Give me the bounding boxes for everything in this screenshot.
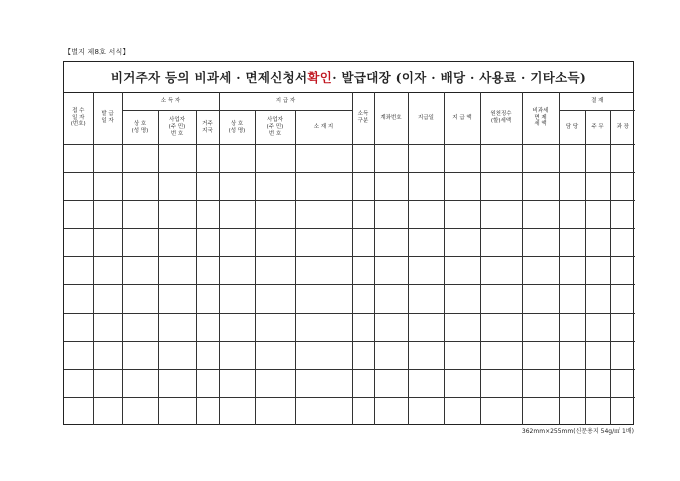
table-cell[interactable] [610, 369, 635, 397]
table-cell[interactable] [122, 145, 158, 173]
table-cell[interactable] [196, 369, 219, 397]
table-cell[interactable] [610, 313, 635, 341]
table-cell[interactable] [374, 173, 408, 201]
table-cell[interactable] [158, 173, 196, 201]
table-cell[interactable] [480, 229, 522, 257]
table-cell[interactable] [585, 145, 610, 173]
table-cell[interactable] [255, 173, 295, 201]
table-cell[interactable] [522, 369, 559, 397]
table-cell[interactable] [374, 285, 408, 313]
table-cell[interactable] [480, 173, 522, 201]
table-cell[interactable] [196, 397, 219, 425]
table-cell[interactable] [444, 257, 480, 285]
table-cell[interactable] [93, 313, 122, 341]
table-cell[interactable] [93, 397, 122, 425]
table-cell[interactable] [444, 201, 480, 229]
table-cell[interactable] [219, 397, 255, 425]
table-cell[interactable] [374, 397, 408, 425]
table-cell[interactable] [93, 173, 122, 201]
table-cell[interactable] [219, 201, 255, 229]
table-cell[interactable] [480, 369, 522, 397]
table-cell[interactable] [255, 229, 295, 257]
table-cell[interactable] [444, 369, 480, 397]
table-cell[interactable] [374, 369, 408, 397]
table-cell[interactable] [255, 285, 295, 313]
table-cell[interactable] [122, 173, 158, 201]
table-cell[interactable] [444, 397, 480, 425]
table-cell[interactable] [219, 145, 255, 173]
table-cell[interactable] [559, 229, 585, 257]
table-cell[interactable] [559, 257, 585, 285]
table-cell[interactable] [374, 229, 408, 257]
header-issue-date: 발 급 일 자 [93, 92, 122, 145]
table-cell[interactable] [352, 285, 374, 313]
table-cell[interactable] [219, 369, 255, 397]
table-cell[interactable] [219, 313, 255, 341]
table-cell[interactable] [352, 229, 374, 257]
header-approval-manager: 주 무 [585, 111, 610, 145]
table-cell[interactable] [158, 201, 196, 229]
table-cell[interactable] [93, 145, 122, 173]
table-cell[interactable] [64, 229, 93, 257]
table-cell[interactable] [610, 145, 635, 173]
table-cell[interactable] [219, 257, 255, 285]
table-cell[interactable] [255, 313, 295, 341]
register-form [63, 61, 634, 425]
table-row [64, 229, 635, 257]
table-cell[interactable] [158, 145, 196, 173]
table-cell[interactable] [352, 145, 374, 173]
table-cell[interactable] [93, 369, 122, 397]
table-cell[interactable] [374, 201, 408, 229]
table-cell[interactable] [295, 341, 352, 369]
table-cell[interactable] [295, 257, 352, 285]
header-account-number: 계좌번호 [374, 92, 408, 145]
table-cell[interactable] [559, 313, 585, 341]
table-cell[interactable] [444, 145, 480, 173]
table-cell[interactable] [196, 257, 219, 285]
table-cell[interactable] [559, 145, 585, 173]
table-cell[interactable] [522, 145, 559, 173]
table-cell[interactable] [480, 313, 522, 341]
table-cell[interactable] [295, 145, 352, 173]
table-cell[interactable] [444, 313, 480, 341]
header-payer-name: 상 호 (성 명) [219, 111, 255, 145]
header-pay-amount: 지 급 액 [444, 92, 480, 145]
header-residence-country: 거주 지국 [196, 111, 219, 145]
table-cell[interactable] [295, 201, 352, 229]
table-cell[interactable] [219, 229, 255, 257]
header-approval: 결 재 [559, 92, 635, 111]
table-cell[interactable] [480, 285, 522, 313]
table-cell[interactable] [122, 285, 158, 313]
header-exempt-tax: 비과세 면 제 세 액 [522, 92, 559, 145]
table-row [64, 201, 635, 229]
table-cell[interactable] [408, 257, 444, 285]
table-cell[interactable] [122, 313, 158, 341]
table-cell[interactable] [255, 397, 295, 425]
table-cell[interactable] [585, 369, 610, 397]
table-cell[interactable] [352, 257, 374, 285]
table-cell[interactable] [158, 229, 196, 257]
table-cell[interactable] [122, 369, 158, 397]
table-cell[interactable] [444, 341, 480, 369]
table-cell[interactable] [295, 313, 352, 341]
table-cell[interactable] [408, 145, 444, 173]
table-cell[interactable] [93, 285, 122, 313]
table-cell[interactable] [64, 285, 93, 313]
table-cell[interactable] [585, 229, 610, 257]
table-cell[interactable] [610, 285, 635, 313]
table-cell[interactable] [122, 341, 158, 369]
table-cell[interactable] [295, 369, 352, 397]
table-cell[interactable] [122, 201, 158, 229]
table-cell[interactable] [196, 313, 219, 341]
table-cell[interactable] [374, 257, 408, 285]
table-row [64, 369, 635, 397]
form-title [64, 62, 633, 93]
table-cell[interactable] [374, 145, 408, 173]
table-cell[interactable] [610, 173, 635, 201]
header-withholding-tax: 원천징수 (할)세액 [480, 92, 522, 145]
table-cell[interactable] [122, 257, 158, 285]
table-cell[interactable] [196, 173, 219, 201]
table-cell[interactable] [122, 229, 158, 257]
table-cell[interactable] [64, 369, 93, 397]
table-cell[interactable] [408, 369, 444, 397]
table-cell[interactable] [610, 341, 635, 369]
table-cell[interactable] [374, 313, 408, 341]
title-highlight: 확인 [307, 70, 333, 85]
table-cell[interactable] [585, 285, 610, 313]
table-cell[interactable] [352, 369, 374, 397]
table-cell[interactable] [158, 341, 196, 369]
table-row [64, 145, 635, 173]
table-cell[interactable] [559, 201, 585, 229]
table-row [64, 397, 635, 425]
table-cell[interactable] [295, 173, 352, 201]
table-row [64, 173, 635, 201]
table-row [64, 257, 635, 285]
table-cell[interactable] [352, 313, 374, 341]
table-cell[interactable] [585, 201, 610, 229]
table-cell[interactable] [559, 369, 585, 397]
table-cell[interactable] [480, 397, 522, 425]
header-approval-chief: 과 장 [610, 111, 635, 145]
table-cell[interactable] [585, 173, 610, 201]
header-approval-staff: 담 당 [559, 111, 585, 145]
table-cell[interactable] [196, 145, 219, 173]
table-cell[interactable] [352, 173, 374, 201]
table-cell[interactable] [64, 145, 93, 173]
table-cell[interactable] [374, 341, 408, 369]
table-cell[interactable] [522, 341, 559, 369]
table-cell[interactable] [196, 341, 219, 369]
table-cell[interactable] [93, 201, 122, 229]
table-cell[interactable] [408, 229, 444, 257]
table-cell[interactable] [585, 397, 610, 425]
table-row [64, 285, 635, 313]
table-cell[interactable] [158, 285, 196, 313]
title-text-2: · 발급대장 (이자 · 배당 · 사용료 · 기타소득) [332, 70, 587, 85]
table-cell[interactable] [559, 397, 585, 425]
table-cell[interactable] [408, 313, 444, 341]
table-cell[interactable] [522, 173, 559, 201]
table-cell[interactable] [522, 313, 559, 341]
table-cell[interactable] [196, 201, 219, 229]
table-cell[interactable] [480, 201, 522, 229]
table-cell[interactable] [522, 229, 559, 257]
table-cell[interactable] [64, 313, 93, 341]
table-cell[interactable] [196, 229, 219, 257]
header-payer: 지 급 자 [219, 92, 352, 111]
table-cell[interactable] [444, 229, 480, 257]
table-cell[interactable] [64, 201, 93, 229]
header-pay-date: 지급일 [408, 92, 444, 145]
table-row [64, 313, 635, 341]
table-cell[interactable] [610, 397, 635, 425]
table-cell[interactable] [480, 257, 522, 285]
header-income-owner: 소 득 자 [122, 92, 219, 111]
table-cell[interactable] [480, 341, 522, 369]
table-cell[interactable] [93, 341, 122, 369]
table-cell[interactable] [352, 341, 374, 369]
table-cell[interactable] [408, 173, 444, 201]
table-cell[interactable] [158, 397, 196, 425]
table-cell[interactable] [408, 285, 444, 313]
table-cell[interactable] [64, 397, 93, 425]
table-cell[interactable] [610, 229, 635, 257]
table-cell[interactable] [295, 397, 352, 425]
table-cell[interactable] [219, 173, 255, 201]
table-cell[interactable] [93, 229, 122, 257]
table-cell[interactable] [585, 341, 610, 369]
table-cell[interactable] [444, 173, 480, 201]
table-cell[interactable] [408, 397, 444, 425]
table-cell[interactable] [585, 257, 610, 285]
table-cell[interactable] [196, 285, 219, 313]
header-owner-reg-number: 사업자 (주 민) 번 호 [158, 111, 196, 145]
table-cell[interactable] [522, 397, 559, 425]
table-cell[interactable] [93, 257, 122, 285]
table-cell[interactable] [610, 201, 635, 229]
table-cell[interactable] [585, 313, 610, 341]
table-cell[interactable] [158, 257, 196, 285]
register-table [64, 92, 635, 425]
table-cell[interactable] [255, 145, 295, 173]
table-cell[interactable] [522, 257, 559, 285]
table-cell[interactable] [610, 257, 635, 285]
table-cell[interactable] [295, 285, 352, 313]
table-cell[interactable] [444, 285, 480, 313]
table-cell[interactable] [255, 341, 295, 369]
table-cell[interactable] [352, 201, 374, 229]
table-cell[interactable] [480, 145, 522, 173]
table-cell[interactable] [255, 201, 295, 229]
table-cell[interactable] [64, 341, 93, 369]
table-cell[interactable] [219, 285, 255, 313]
header-owner-name: 상 호 (성 명) [122, 111, 158, 145]
header-payer-address: 소 재 지 [295, 111, 352, 145]
table-cell[interactable] [559, 341, 585, 369]
table-cell[interactable] [559, 285, 585, 313]
table-cell[interactable] [559, 173, 585, 201]
header-income-type: 소득 구분 [352, 92, 374, 145]
table-cell[interactable] [158, 369, 196, 397]
table-cell[interactable] [219, 341, 255, 369]
table-cell[interactable] [64, 173, 93, 201]
table-cell[interactable] [122, 397, 158, 425]
table-cell[interactable] [158, 313, 196, 341]
table-cell[interactable] [255, 369, 295, 397]
table-cell[interactable] [522, 201, 559, 229]
title-text-1: 비거주자 등의 비과세 · 면제신청서 [110, 70, 308, 85]
table-cell[interactable] [295, 229, 352, 257]
table-cell[interactable] [255, 257, 295, 285]
table-cell[interactable] [408, 201, 444, 229]
header-payer-reg-number: 사업자 (주 민) 번 호 [255, 111, 295, 145]
table-cell[interactable] [64, 257, 93, 285]
header-receipt-date: 접 수 일 자 (번호) [64, 92, 93, 145]
paper-spec-note: 362mm×255mm(신문용지 54g/㎡ 1배) [521, 428, 634, 435]
table-row [64, 341, 635, 369]
table-cell[interactable] [408, 341, 444, 369]
form-number-label: 【별지 제8호 서식】 [64, 48, 130, 56]
table-cell[interactable] [352, 397, 374, 425]
table-cell[interactable] [522, 285, 559, 313]
